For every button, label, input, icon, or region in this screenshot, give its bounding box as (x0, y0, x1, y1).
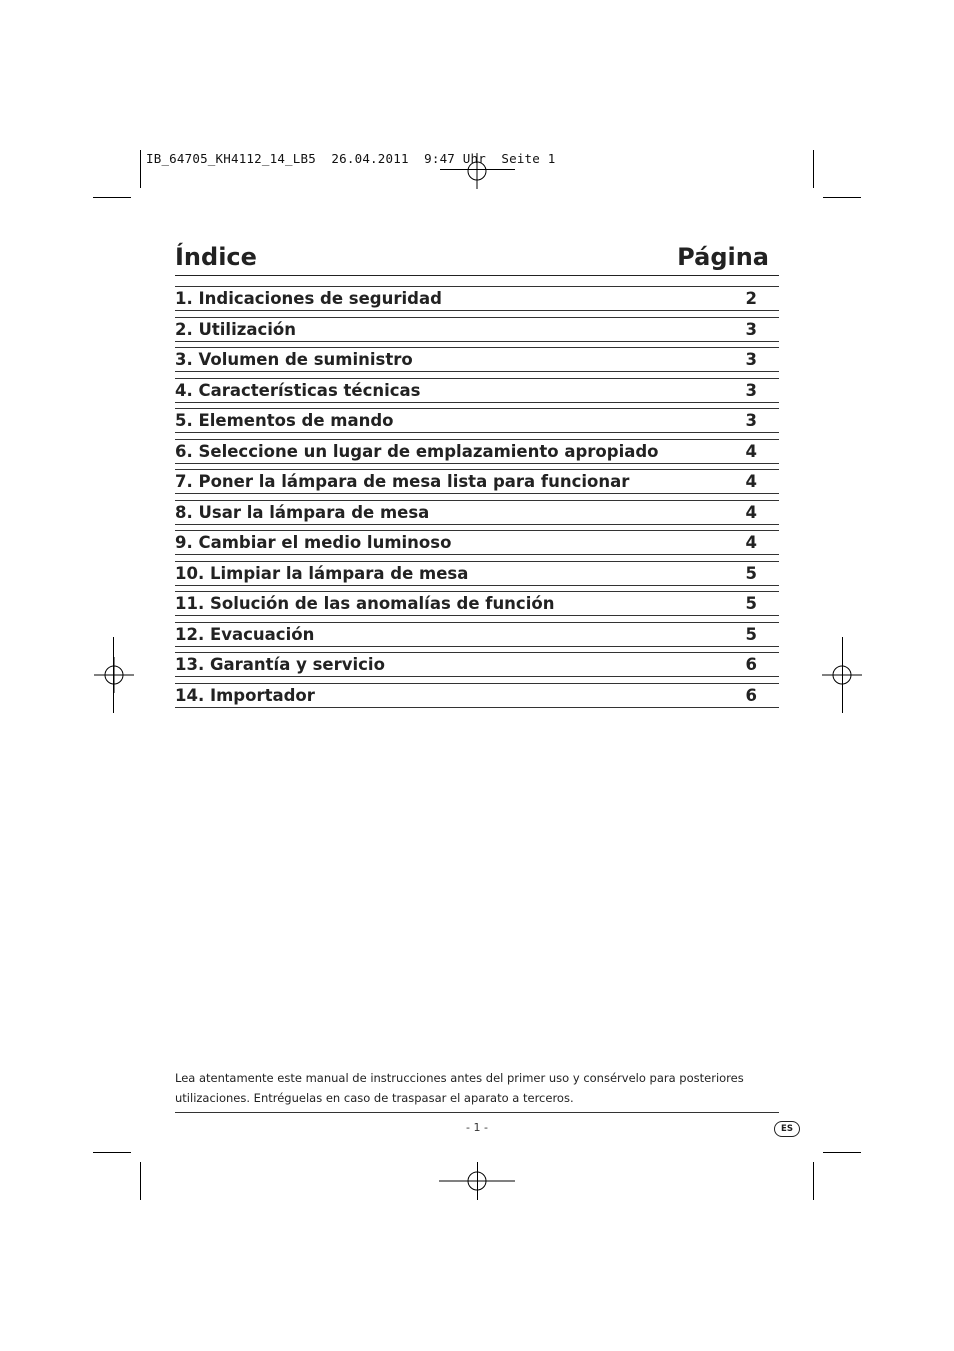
toc-entry[interactable] (175, 530, 779, 555)
toc-entry-page: 5 (745, 624, 757, 644)
table-of-contents (175, 286, 779, 713)
crop-mark (842, 637, 843, 713)
slug-underline (440, 169, 515, 170)
toc-entry[interactable] (175, 683, 779, 708)
page-column-label: Página (677, 243, 769, 271)
toc-entry-title: 1. Indicaciones de seguridad (175, 289, 442, 308)
toc-entry-title: 6. Seleccione un lugar de emplazamiento apropiado (175, 441, 659, 461)
toc-entry-page: 5 (745, 594, 757, 613)
toc-entry-page: 3 (745, 350, 757, 369)
toc-entry-page: 3 (745, 380, 757, 400)
index-title: Índice (175, 243, 257, 271)
toc-entry-page: 6 (745, 685, 757, 705)
toc-entry-page: 4 (745, 533, 757, 552)
crop-mark (813, 1162, 814, 1200)
crop-mark (823, 197, 861, 198)
toc-entry[interactable] (175, 500, 779, 525)
toc-entry-page: 4 (745, 441, 757, 461)
toc-entry-page: 3 (745, 319, 757, 339)
toc-entry-page: 4 (745, 502, 757, 522)
toc-entry-page: 2 (745, 289, 757, 308)
toc-entry-title: 4. Características técnicas (175, 380, 421, 400)
toc-entry[interactable] (175, 591, 779, 616)
toc-entry[interactable] (175, 469, 779, 494)
toc-entry-title: 2. Utilización (175, 319, 297, 339)
toc-entry-title: 9. Cambiar el medio luminoso (175, 533, 452, 552)
crop-mark (93, 197, 131, 198)
registration-mark-icon (94, 657, 134, 693)
toc-entry-title: 13. Garantía y servicio (175, 655, 385, 674)
crop-mark (140, 1162, 141, 1200)
footer-note (175, 1068, 779, 1108)
toc-entry-title: 11. Solución de las anomalías de función (175, 594, 555, 613)
toc-entry-page: 3 (745, 411, 757, 430)
toc-entry-title: 14. Importador (175, 685, 315, 705)
footer-note-line: Lea atentamente este manual de instrucciones antes del primer uso y consérvelo para posteriores (175, 1071, 744, 1085)
crop-mark (140, 150, 141, 188)
crop-mark (113, 637, 114, 713)
toc-entry[interactable] (175, 317, 779, 342)
footer-divider (175, 1112, 779, 1113)
toc-entry-title: 5. Elementos de mando (175, 411, 394, 430)
crop-mark (93, 1152, 131, 1153)
page-number: - 1 - (466, 1121, 488, 1134)
toc-entry-title: 8. Usar la lámpara de mesa (175, 502, 430, 522)
print-slug: IB_64705_KH4112_14_LB5 26.04.2011 9:47 Uhr Seite 1 (146, 151, 556, 166)
crop-mark (477, 1162, 478, 1200)
toc-entry-page: 4 (745, 472, 757, 491)
toc-entry-title: 10. Limpiar la lámpara de mesa (175, 563, 469, 583)
toc-entry-page: 5 (745, 563, 757, 583)
toc-entry[interactable] (175, 408, 779, 433)
toc-entry-title: 12. Evacuación (175, 624, 315, 644)
toc-entry[interactable] (175, 561, 779, 586)
toc-entry[interactable] (175, 439, 779, 464)
toc-entry-title: 3. Volumen de suministro (175, 350, 413, 369)
crop-mark (813, 150, 814, 188)
index-header (175, 243, 779, 276)
toc-entry-page: 6 (745, 655, 757, 674)
toc-entry[interactable] (175, 378, 779, 403)
toc-entry[interactable] (175, 622, 779, 647)
footer-note-line: utilizaciones. Entréguelas en caso de traspasar el aparato a terceros. (175, 1091, 574, 1105)
language-badge: ES (774, 1121, 800, 1137)
toc-entry[interactable] (175, 347, 779, 372)
toc-entry-title: 7. Poner la lámpara de mesa lista para funcionar (175, 472, 630, 491)
toc-entry[interactable] (175, 652, 779, 677)
toc-entry[interactable] (175, 286, 779, 311)
crop-mark (823, 1152, 861, 1153)
